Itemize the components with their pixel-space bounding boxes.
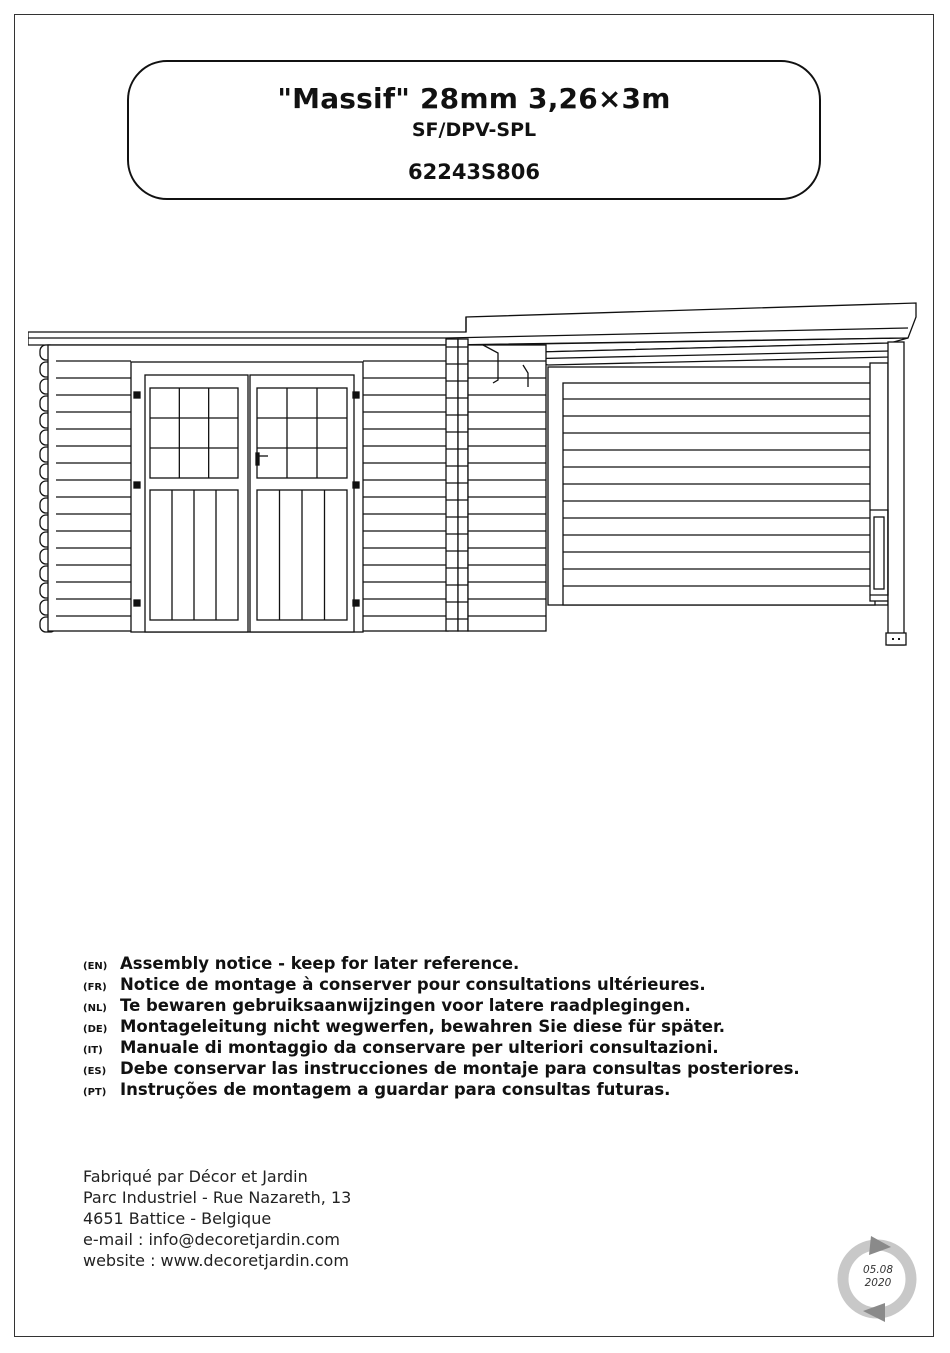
notice-text: Manuale di montaggio da conservare per ulteriori consultazioni. [120, 1038, 719, 1057]
manufacturer-email: e-mail : info@decoretjardin.com [83, 1230, 340, 1249]
language-code: (PT) [83, 1087, 107, 1098]
notice-nl [83, 996, 800, 1017]
model-code: SF/DPV-SPL [411, 119, 537, 141]
title-box [127, 60, 821, 200]
notice-fr [83, 975, 800, 996]
notice-es [83, 1059, 800, 1080]
stamp-date-year: 2020 [864, 1277, 892, 1289]
language-code: (EN) [83, 961, 108, 972]
manufacturer-city: 4651 Battice - Belgique [83, 1209, 272, 1228]
language-code: (FR) [83, 982, 107, 993]
language-code: (NL) [83, 1003, 107, 1014]
notice-text: Notice de montage à conserver pour consultations ultérieures. [120, 975, 706, 994]
language-code: (IT) [83, 1045, 103, 1056]
garden-shed-illustration [28, 295, 918, 655]
notice-text: Montageleitung nicht wegwerfen, bewahren Sie diese für später. [120, 1017, 726, 1036]
stamp-date-day-month: 05.08 [862, 1264, 894, 1276]
notice-it [83, 1038, 800, 1059]
notice-text: Te bewaren gebruiksaanwijzingen voor latere raadplegingen. [120, 996, 691, 1015]
language-code: (DE) [83, 1024, 108, 1035]
notice-pt [83, 1080, 800, 1101]
language-code: (ES) [83, 1066, 107, 1077]
product-name: "Massif" 28mm 3,26×3m [277, 82, 671, 115]
manufacturer-info [83, 1166, 351, 1271]
revision-date-stamp [833, 1233, 923, 1325]
notice-text: Debe conservar las instrucciones de montaje para consultas posteriores. [120, 1059, 800, 1078]
notice-de [83, 1017, 800, 1038]
page-border [14, 14, 934, 1337]
storage-notice-list [83, 954, 800, 1101]
manufacturer-name: Fabriqué par Décor et Jardin [83, 1167, 308, 1186]
manufacturer-website: website : www.decoretjardin.com [83, 1251, 349, 1270]
manufacturer-street: Parc Industriel - Rue Nazareth, 13 [83, 1188, 352, 1207]
reference-number: 62243S806 [407, 160, 541, 184]
notice-en [83, 954, 800, 975]
notice-text: Instruções de montagem a guardar para consultas futuras. [120, 1080, 671, 1099]
notice-text: Assembly notice - keep for later reference. [120, 954, 520, 973]
